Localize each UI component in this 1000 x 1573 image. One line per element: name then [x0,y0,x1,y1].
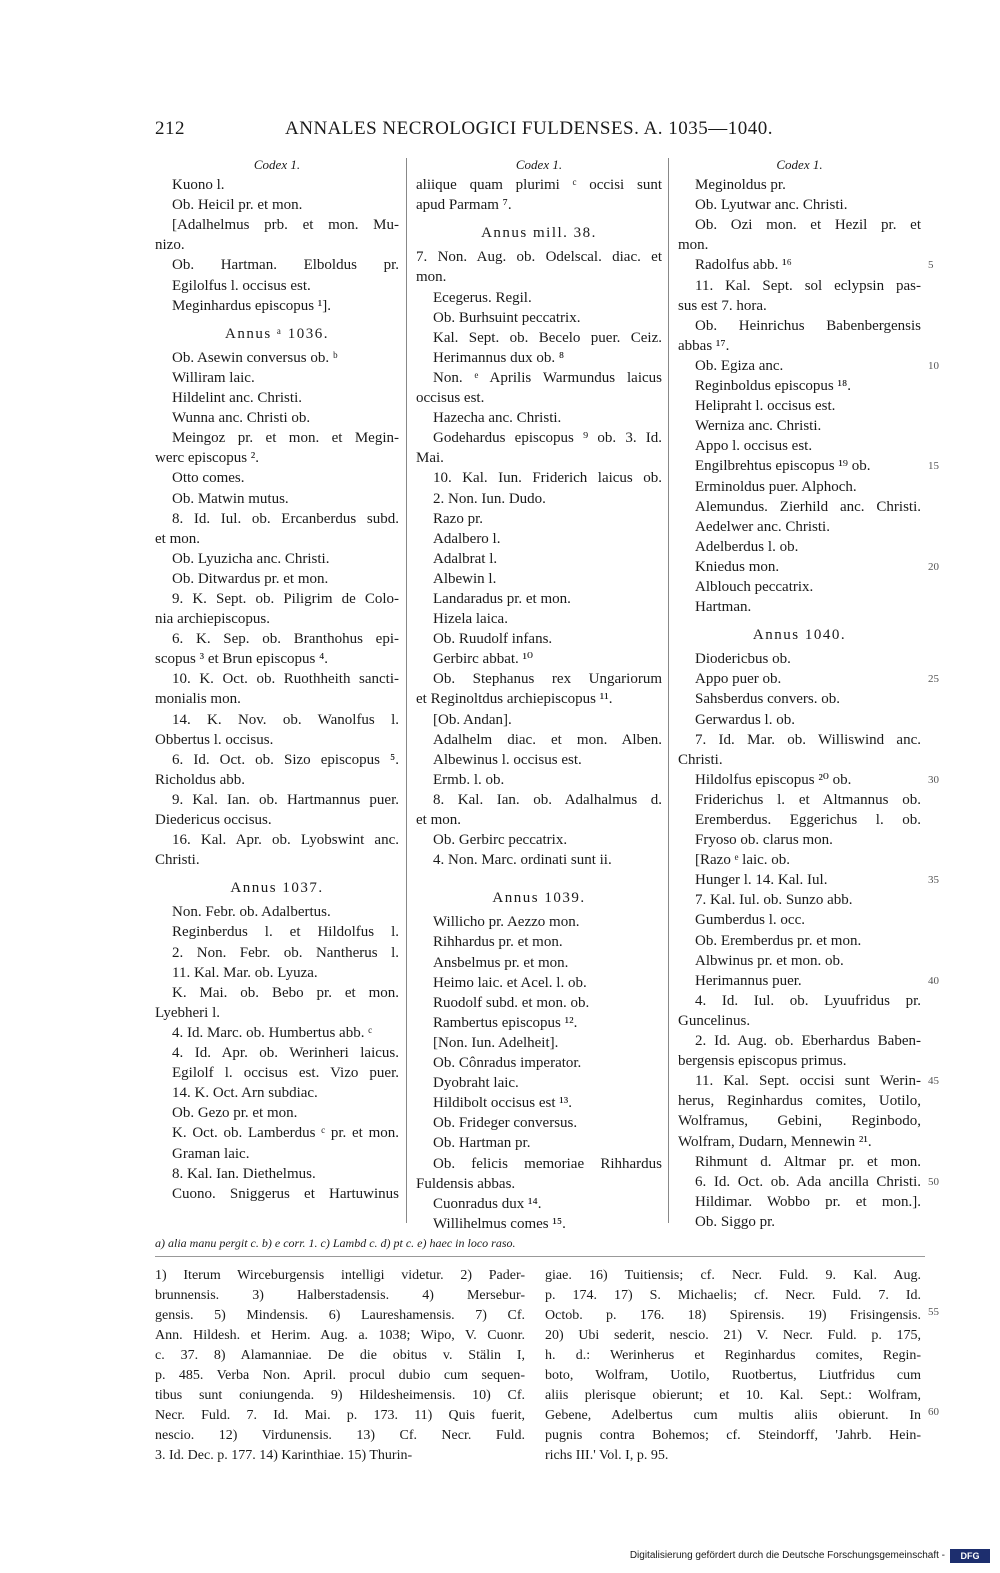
entry-line: Aedelwer anc. Christi. [695,518,830,535]
entry-line: Ob. Siggo pr. [695,1213,776,1230]
entry-line: 2. Non. Febr. ob. Nantherus l. [172,944,399,961]
entry-line: 6. Id. Oct. ob. Ada ancilla Christi. [695,1173,921,1190]
line-number: 25 [928,673,939,685]
entry-line: occisus est. [416,390,485,407]
footnote-line: aliis plerisque obierunt; et 10. Kal. Sept.: Wolfram, [545,1388,921,1403]
entry-line: Ob. Heicil pr. et mon. [172,197,303,214]
footnote-line: 3. Id. Dec. p. 177. 14) Karinthiae. 15) Thurin- [155,1448,413,1463]
entry-line: Graman laic. [172,1145,250,1162]
entry-line: Erminoldus puer. Alphoch. [695,478,857,495]
footnotes-right [545,1266,921,1466]
entry-line: K. Oct. ob. Lamberdus ᶜ pr. et mon. [172,1125,399,1142]
line-number: 35 [928,874,939,886]
entry-line: 7. Kal. Iul. ob. Sunzo abb. [695,892,853,909]
line-number: 60 [928,1406,939,1418]
entry-line: Dyobraht laic. [433,1075,519,1092]
entry-line: Engilbrehtus episcopus ¹⁹ ob. [695,458,871,475]
entry-line: Non. Febr. ob. Adalbertus. [172,904,331,921]
page-number: 212 [155,118,185,139]
footnote-line: Necr. Fuld. 7. Id. Mai. p. 173. 11) Quis fuerit, [155,1408,525,1423]
footnote-line: h. d.: Werinherus et Reginhardus comites, Regin- [545,1348,921,1363]
entry-line: Razo pr. [433,510,483,527]
entry-line: mon. [416,269,447,286]
entry-line: Ob. Ozi mon. et Hezil pr. et [695,217,921,234]
entry-line: [Adalhelmus prb. et mon. Mu- [172,217,399,234]
entry-line: Ruodolf subd. et mon. ob. [433,994,590,1011]
entry-line: 6. Id. Oct. ob. Sizo episcopus ⁵. [172,751,399,768]
year-heading: Annus 1039. [492,890,586,907]
entry-line: aliique quam plurimi ᶜ occisi sunt [416,177,662,194]
entry-line: Ob. Stephanus rex Ungariorum [433,671,662,688]
footnote-line: c. 37. 8) Alamanniae. De die obitus v. Stälin I, [155,1348,525,1363]
entry-line: Ob. Matwin mutus. [172,490,289,507]
entry-line: Guncelinus. [678,1012,751,1029]
entry-line: Ob. Egiza anc. [695,357,784,374]
entry-line: et mon. [155,530,200,547]
entry-line: Albewinus l. occisus est. [433,751,582,768]
entry-line: Albewin l. [433,570,497,587]
entry-line: Appo puer ob. [695,671,782,688]
entry-line: 4. Id. Marc. ob. Humbertus abb. ᶜ [172,1024,373,1041]
year-heading: Annus 1037. [230,880,324,897]
codex-heading: Codex 1. [515,157,563,172]
entry-line: 10. K. Oct. ob. Ruothheith sancti- [172,671,399,688]
entry-line: Meginhardus episcopus ¹]. [172,297,332,314]
entry-line: et mon. [416,812,461,828]
entry-line: nizo. [155,237,185,254]
entry-line: Diodericbus ob. [695,651,791,668]
entry-line: Christi. [155,852,200,869]
entry-line: Egilolfus l. occisus est. [172,277,311,294]
entry-line: Ob. Eremberdus pr. et mon. [695,932,862,949]
entry-line: Hildimar. Wobbo pr. et mon.]. [695,1193,921,1210]
entry-line: Landaradus pr. et mon. [433,590,571,607]
entry-line: mon. [678,237,709,254]
entry-line: 7. Id. Mar. ob. Williswind anc. [695,731,921,748]
entry-line: Gerwardus l. ob. [695,711,795,728]
entry-line: Ob. Lyutwar anc. Christi. [695,197,848,214]
entry-line: [Ob. Andan]. [433,711,512,728]
line-number: 10 [928,360,939,372]
entry-line: Ob. felicis memoriae Rihhardus [433,1155,662,1172]
column-divider [668,158,669,1223]
entry-line: Meginoldus pr. [695,177,786,194]
entry-line: 11. Kal. Sept. occisi sunt Werin- [695,1073,921,1090]
entry-line: sus est 7. hora. [678,297,767,314]
entry-line: Reginboldus episcopus ¹⁸. [695,378,851,395]
entry-line: et Reginoltdus archiepiscopus ¹¹. [416,691,613,708]
entry-line: Willicho pr. Aezzo mon. [433,914,580,931]
entry-line: Non. ᵉ Aprilis Warmundus laicus [433,369,662,386]
footnotes-left [155,1266,525,1466]
footnote-line: Octob. p. 176. 18) Spirensis. 19) Frisingensis. [545,1308,921,1323]
entry-line: 7. Non. Aug. ob. Odelscal. diac. et [416,249,662,266]
entry-line: 2. Id. Aug. ob. Eberhardus Baben- [695,1033,921,1050]
entry-line: K. Mai. ob. Bebo pr. et mon. [172,984,399,1001]
entry-line: Ob. Lyuzicha anc. Christi. [172,550,330,567]
entry-line: 6. K. Sep. ob. Branthohus epi- [172,631,399,648]
entry-line: 4. Id. Iul. ob. Lyuufridus pr. [695,992,921,1009]
entry-line: Ob. Gezo pr. et mon. [172,1105,298,1122]
entry-line: monialis mon. [155,691,241,708]
entry-line: Wolfram, Dudarn, Mennewin ²¹. [678,1133,872,1150]
entry-line: apud Parmam ⁷. [416,197,512,214]
page-header [155,118,925,148]
entry-line: 8. Kal. Ian. ob. Adalhalmus d. [433,791,662,808]
entry-line: 11. Kal. Sept. sol eclypsin pas- [695,277,921,294]
entry-line: Hizela laica. [433,611,508,628]
entry-line: Rambertus episcopus ¹². [433,1014,578,1031]
line-number: 20 [928,561,939,573]
running-title: ANNALES NECROLOGICI FULDENSES. A. 1035—1040. [285,118,774,139]
footnote-line: Ann. Hildesh. et Herim. Aug. a. 1038; Wipo, V. Cuonr. [155,1328,525,1343]
entry-line: 9. K. Sept. ob. Piligrim de Colo- [172,590,399,607]
line-number: 5 [928,259,934,271]
entry-line: herus, Reginhardus comites, Uotilo, [678,1093,921,1110]
entry-line: Ecegerus. Regil. [433,289,532,306]
entry-line: Ob. Cônradus imperator. [433,1055,582,1072]
entry-line: Ansbelmus pr. et mon. [433,954,569,971]
entry-line: Ob. Ditwardus pr. et mon. [172,570,329,587]
entry-line: 4. Non. Marc. ordinati sunt ii. [433,852,612,869]
entry-line: Ob. Frideger conversus. [433,1115,578,1132]
entry-line: Fuldensis abbas. [416,1175,516,1192]
entry-line: Ob. Hartman pr. [433,1135,531,1152]
entry-line: 4. Id. Apr. ob. Werinheri laicus. [172,1045,399,1062]
footnote-line: 20) Ubi sederit, nescio. 21) V. Necr. Fuld. p. 175, [545,1328,921,1343]
entry-line: Reginberdus l. et Hildolfus l. [172,924,399,941]
entry-line: Adelberdus l. ob. [695,538,799,555]
entry-line: Hartman. [695,599,752,616]
entry-line: Appo l. occisus est. [695,438,813,455]
entry-line: Ob. Heinrichus Babenbergensis [695,317,921,334]
year-heading: Annus mill. 38. [481,225,597,242]
footnote-line: boto, Wolfram, Uotilo, Ruotbertus, Liutfridus cum [545,1368,921,1383]
line-number: 55 [928,1306,939,1318]
entry-line: Rihmunt d. Altmar pr. et mon. [695,1153,921,1170]
codex-heading: Codex 1. [776,157,823,172]
column-middle [416,155,662,1234]
column-divider [406,158,407,1223]
entry-line: Ob. Burhsuint peccatrix. [433,309,581,326]
entry-line: Herimannus puer. [695,972,802,989]
entry-line: Adalhelm diac. et mon. Alben. [433,731,662,748]
entry-line: 8. Kal. Ian. Diethelmus. [172,1165,316,1182]
textual-apparatus: a) alia manu pergit c. b) e corr. 1. c) Lambd c. d) pt c. e) haec in loco raso. [155,1236,516,1250]
entry-line: Rihhardus pr. et mon. [433,934,563,951]
entry-line: Mai. [416,450,444,467]
entry-line: Adalbero l. [433,530,501,547]
year-heading: Annus ᵃ 1036. [224,325,330,342]
entry-line: 14. K. Nov. ob. Wanolfus l. [172,711,399,728]
entry-line: Lyebheri l. [155,1004,220,1021]
entry-line: Gerbirc abbat. ¹⁰ [433,651,534,668]
entry-line: Kuono l. [172,177,225,194]
entry-line: Alblouch peccatrix. [695,578,814,595]
entry-line: 16. Kal. Apr. ob. Lyobswint anc. [172,832,399,849]
entry-line: werc episcopus ². [155,450,260,467]
entry-line: Ob. Gerbirc peccatrix. [433,832,568,849]
entry-line: abbas ¹⁷. [678,337,730,354]
entry-line: Sahsberdus convers. ob. [695,691,840,708]
footnote-rule [155,1256,925,1257]
entry-line: 8. Id. Iul. ob. Ercanberdus subd. [172,510,399,527]
entry-line: Ob. Ruudolf infans. [433,631,553,648]
entry-line: Fryoso ob. clarus mon. [695,832,833,849]
entry-line: bergensis episcopus primus. [678,1053,847,1070]
entry-line: Richoldus abb. [155,771,245,788]
entry-line: 9. Kal. Ian. ob. Hartmannus puer. [172,791,399,808]
line-number: 40 [928,975,939,987]
entry-line: 11. Kal. Mar. ob. Lyuza. [172,964,318,981]
footnote-line: p. 174. 17) S. Michaelis; cf. Necr. Fuld. 7. Id. [545,1288,921,1303]
entry-line: Werniza anc. Christi. [695,418,822,435]
entry-line: Christi. [678,751,723,768]
entry-line: Williram laic. [172,369,255,386]
entry-line: Hildibolt occisus est ¹³. [433,1095,572,1112]
entry-line: Ermb. l. ob. [433,771,505,788]
entry-line: Wolframus, Gebini, Reginbodo, [678,1113,921,1130]
spacer [416,870,662,880]
entry-line: Godehardus episcopus ⁹ ob. 3. Id. [433,430,662,447]
entry-line: [Non. Iun. Adelheit]. [433,1034,559,1051]
year-heading: Annus 1040. [752,627,847,644]
entry-line: Obbertus l. occisus. [155,731,274,748]
dfg-logo: DFG [950,1549,990,1563]
entry-line: Willihelmus comes ¹⁵. [433,1215,566,1232]
footnote-line: 1) Iterum Wirceburgensis intelligi videtur. 2) Pader- [155,1268,525,1283]
entry-line: Diedericus occisus. [155,812,272,828]
entry-line: Hunger l. 14. Kal. Iul. [695,872,828,889]
entry-line: Helipraht l. occisus est. [695,398,836,415]
entry-line: Otto comes. [172,470,245,487]
digitization-credit: Digitalisierung gefördert durch die Deutsche Forschungsgemeinschaft - [629,1550,945,1561]
entry-line: Wunna anc. Christi ob. [172,410,311,427]
column-left [155,155,399,1204]
entry-line: Heimo laic. et Acel. l. ob. [433,974,587,991]
footnote-line: Gebene, Adelbertus cum multis aliis obierunt. In [545,1408,921,1423]
entry-line: Hildelint anc. Christi. [172,390,302,407]
footnote-line: brunnensis. 3) Halberstadensis. 4) Mersebur- [155,1288,525,1303]
entry-line: Alemundus. Zierhild anc. Christi. [695,498,921,515]
line-number: 15 [928,460,939,472]
entry-line: 10. Kal. Iun. Friderich laicus ob. [433,470,662,487]
entry-line: Cuonradus dux ¹⁴. [433,1195,542,1212]
codex-heading: Codex 1. [253,157,301,172]
footnote-line: p. 485. Verba Non. April. procul dubio cum sequen- [155,1368,525,1383]
line-number: 30 [928,774,939,786]
footnote-line: gensis. 5) Mindensis. 6) Laureshamensis. 7) Cf. [155,1308,525,1323]
entry-line: Hildolfus episcopus ²⁰ ob. [695,771,852,788]
entry-line: 2. Non. Iun. Dudo. [433,490,546,507]
entry-line: Egilolf l. occisus est. Vizo puer. [172,1065,399,1082]
entry-line: [Razo ᵉ laic. ob. [695,852,791,869]
footnote-line: pugnis contra Bohemos; cf. Steindorff, 'Jahrb. Hein- [545,1428,921,1443]
entry-line: Hazecha anc. Christi. [433,410,562,427]
line-number: 50 [928,1176,939,1188]
entry-line: Herimannus dux ob. ⁸ [433,349,565,366]
entry-line: Cuono. Sniggerus et Hartuwinus [172,1185,399,1202]
footnote-line: richs III.' Vol. I, p. 95. [545,1448,669,1463]
entry-line: Ob. Hartman. Elboldus pr. [172,257,399,274]
column-right [678,155,921,1232]
footnote-line: tibus sunt coniungenda. 9) Hildesheimensis. 10) Cf. [155,1388,525,1403]
entry-line: Gumberdus l. occ. [695,912,805,929]
entry-line: 14. K. Oct. Arn subdiac. [172,1085,318,1102]
footnote-line: nescio. 12) Virdunensis. 13) Cf. Necr. Fuld. [155,1428,525,1443]
entry-line: Eremberdus. Eggerichus l. ob. [695,812,921,828]
entry-line: Friderichus l. et Altmannus ob. [695,791,921,808]
entry-line: scopus ³ et Brun episcopus ⁴. [155,651,329,668]
entry-line: nia archiepiscopus. [155,611,270,628]
entry-line: Meingoz pr. et mon. et Megin- [172,430,399,447]
entry-line: Kniedus mon. [695,558,780,575]
entry-line: Kal. Sept. ob. Becelo puer. Ceiz. [433,329,662,346]
entry-line: Radolfus abb. ¹⁶ [695,257,792,274]
line-number: 45 [928,1075,939,1087]
footnote-line: giae. 16) Tuitiensis; cf. Necr. Fuld. 9. Kal. Aug. [545,1268,921,1283]
entry-line: Albwinus pr. et mon. ob. [695,952,844,969]
entry-line: Ob. Asewin conversus ob. ᵇ [172,349,338,366]
entry-line: Adalbrat l. [433,550,498,567]
